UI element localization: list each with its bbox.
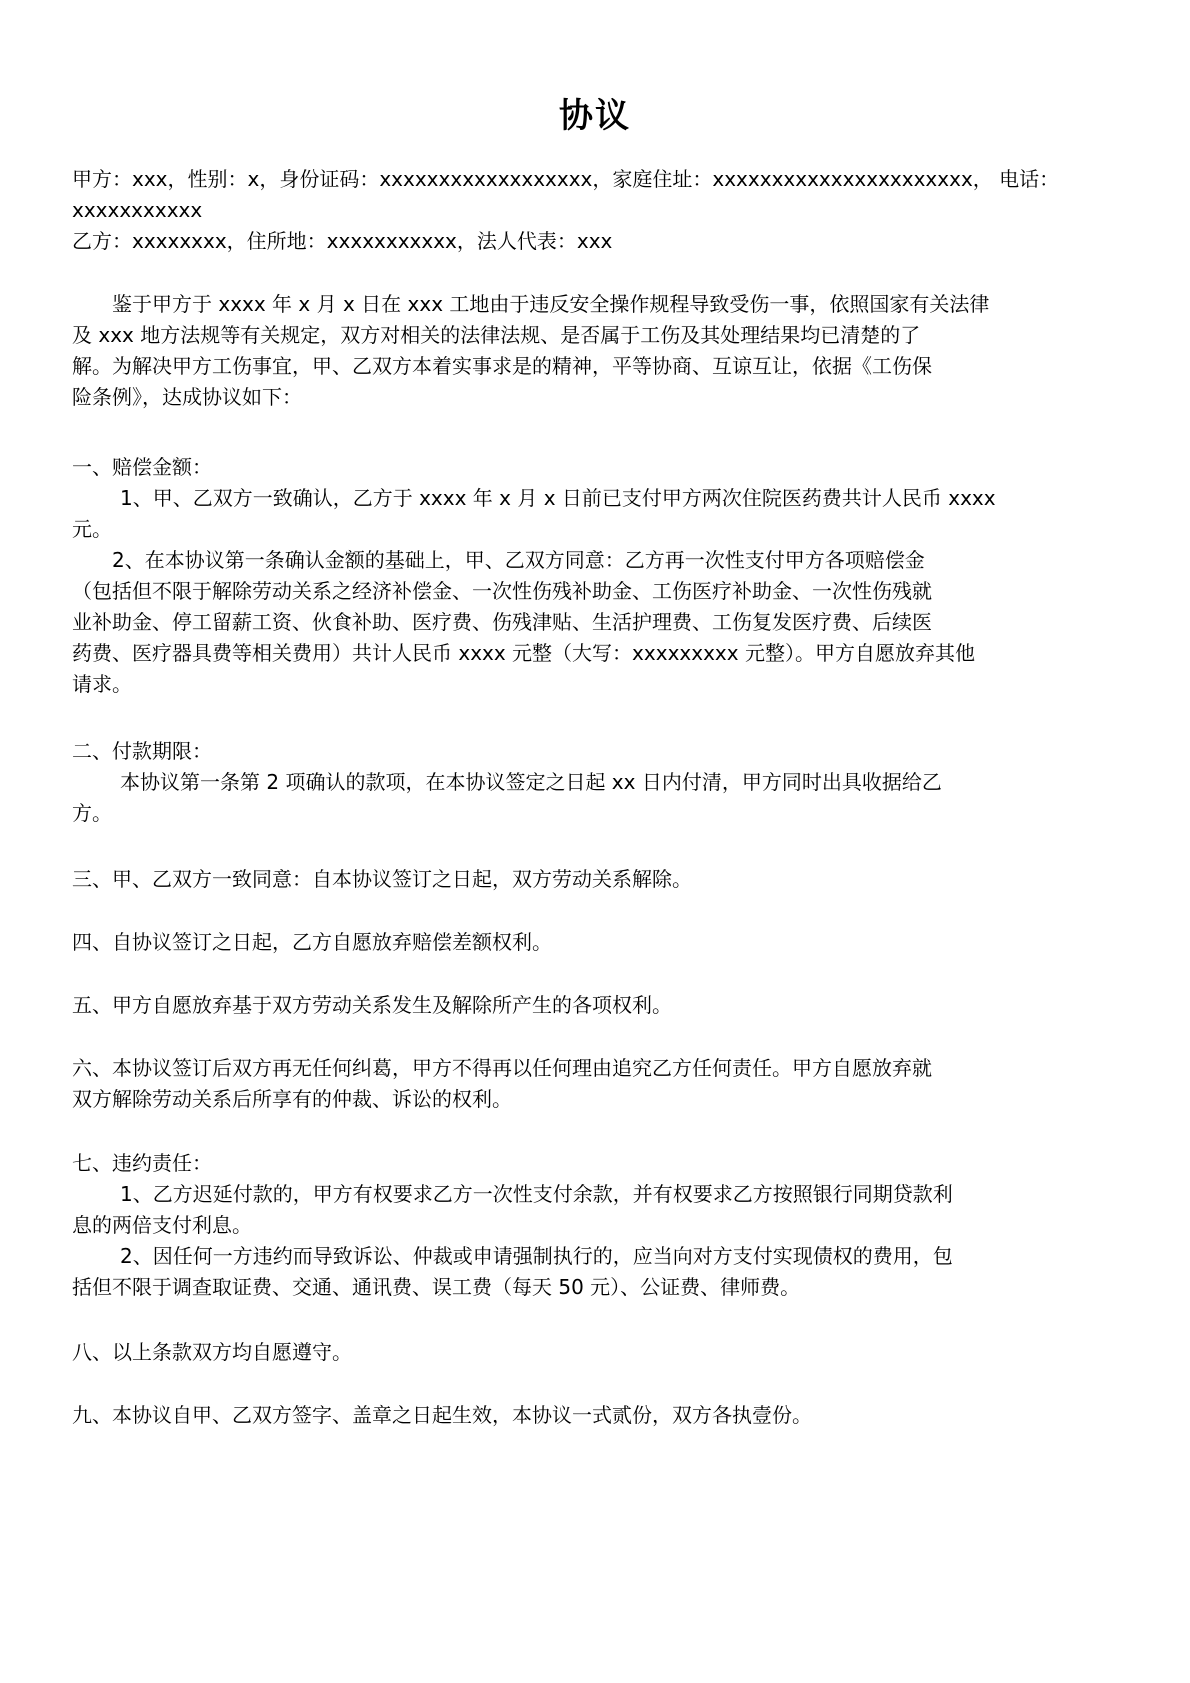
party-a-line-2: xxxxxxxxxxx <box>72 198 203 222</box>
section-3-text: 三、甲、乙双方一致同意：自本协议签订之日起，双方劳动关系解除。 <box>72 867 692 891</box>
party-b-info <box>72 226 1124 257</box>
section-7-item-1-line: 息的两倍支付利息。 <box>72 1213 252 1237</box>
section-5-text: 五、甲方自愿放弃基于双方劳动关系发生及解除所产生的各项权利。 <box>72 993 672 1017</box>
party-b-line: 乙方：xxxxxxxx，住所地：xxxxxxxxxxx，法人代表：xxx <box>72 229 613 253</box>
section-2-body-line: 方。 <box>72 801 112 825</box>
section-1-item-1-line: 1、甲、乙双方一致确认，乙方于 xxxx 年 x 月 x 日前已支付甲方两次住院医药费共计人民币 xxxx <box>120 486 996 510</box>
preamble-line: 解。为解决甲方工伤事宜，甲、乙双方本着实事求是的精神，平等协商、互谅互让，依据《工伤保 <box>72 354 932 378</box>
section-1-heading: 一、赔偿金额： <box>72 455 212 479</box>
section-7-item-2-line: 2、因任何一方违约而导致诉讼、仲裁或申请强制执行的，应当向对方支付实现债权的费用，包 <box>120 1244 953 1268</box>
section-1 <box>72 452 1124 700</box>
section-7-item-2-line: 括但不限于调查取证费、交通、通讯费、误工费（每天 50 元）、公证费、律师费。 <box>72 1275 801 1299</box>
section-9-text: 九、本协议自甲、乙双方签字、盖章之日起生效，本协议一式贰份，双方各执壹份。 <box>72 1403 812 1427</box>
section-3 <box>72 864 1124 895</box>
section-7 <box>72 1148 1124 1303</box>
party-a-line-1: 甲方：xxx，性别：x，身份证码：xxxxxxxxxxxxxxxxxx，家庭住址：xxxxxxxxxxxxxxxxxxxxxx， 电话： <box>72 167 1060 191</box>
section-6-line: 双方解除劳动关系后所享有的仲裁、诉讼的权利。 <box>72 1087 512 1111</box>
section-7-heading: 七、违约责任： <box>72 1151 212 1175</box>
section-1-item-1-line: 元。 <box>72 517 112 541</box>
section-6-line: 六、本协议签订后双方再无任何纠葛，甲方不得再以任何理由追究乙方任何责任。甲方自愿放弃就 <box>72 1056 932 1080</box>
section-8 <box>72 1337 1124 1368</box>
section-2 <box>72 736 1124 829</box>
section-1-item-2-line: （包括但不限于解除劳动关系之经济补偿金、一次性伤残补助金、工伤医疗补助金、一次性伤残就 <box>72 579 932 603</box>
section-1-item-2-line: 2、在本协议第一条确认金额的基础上，甲、乙双方同意：乙方再一次性支付甲方各项赔偿金 <box>112 548 925 572</box>
preamble-line: 及 xxx 地方法规等有关规定，双方对相关的法律法规、是否属于工伤及其处理结果均已清楚的了 <box>72 323 921 347</box>
section-1-item-2-line: 药费、医疗器具费等相关费用）共计人民币 xxxx 元整（大写：xxxxxxxxx 元整）。甲方自愿放弃其他 <box>72 641 975 665</box>
section-4 <box>72 927 1124 958</box>
party-a-info <box>72 164 1124 226</box>
section-8-text: 八、以上条款双方均自愿遵守。 <box>72 1340 352 1364</box>
section-2-body-line: 本协议第一条第 2 项确认的款项，在本协议签定之日起 xx 日内付清，甲方同时出具收据给乙 <box>120 770 942 794</box>
section-1-item-2-line: 业补助金、停工留薪工资、伙食补助、医疗费、伤残津贴、生活护理费、工伤复发医疗费、后续医 <box>72 610 932 634</box>
section-4-text: 四、自协议签订之日起，乙方自愿放弃赔偿差额权利。 <box>72 930 552 954</box>
section-9 <box>72 1400 1124 1431</box>
preamble-line: 险条例》，达成协议如下： <box>72 385 302 409</box>
preamble-line: 鉴于甲方于 xxxx 年 x 月 x 日在 xxx 工地由于违反安全操作规程导致受伤一事，依照国家有关法律 <box>112 292 990 316</box>
section-6 <box>72 1053 1124 1115</box>
preamble-paragraph <box>72 289 1124 413</box>
section-2-heading: 二、付款期限： <box>72 739 212 763</box>
section-5 <box>72 990 1124 1021</box>
section-1-item-2-line: 请求。 <box>72 672 132 696</box>
section-7-item-1-line: 1、乙方迟延付款的，甲方有权要求乙方一次性支付余款，并有权要求乙方按照银行同期贷款利 <box>120 1182 953 1206</box>
document-title: 协议 <box>559 96 631 136</box>
